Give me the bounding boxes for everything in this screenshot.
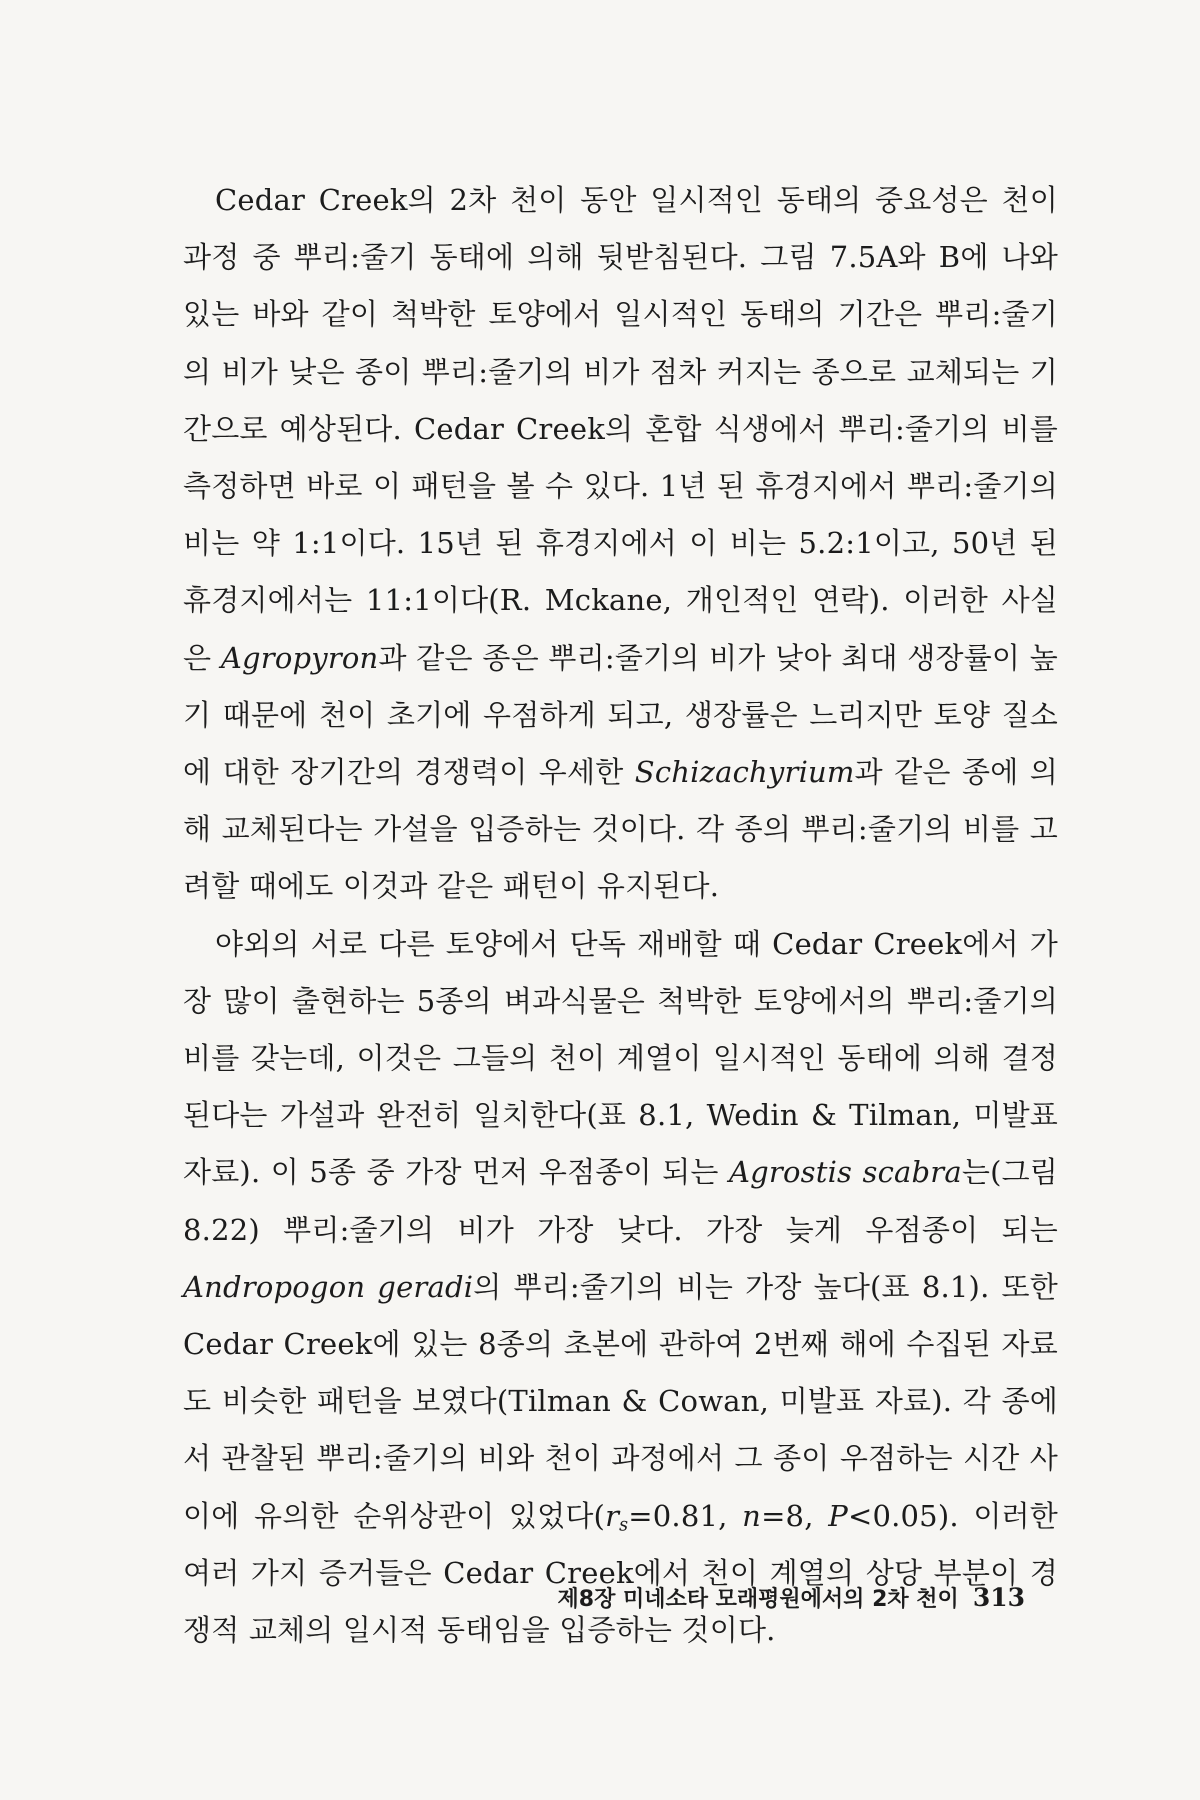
paragraph: [183, 172, 1058, 916]
text-run: =0.81,: [628, 1498, 743, 1533]
italic-text: Agrostis scabra: [729, 1155, 962, 1190]
text-run: 야외의 서로 다른 토양에서 단독 재배할 때 Cedar Creek에서 가장 많이 출현하는 5종의 벼과식물은 척박한 토양에서의 뿌리:줄기의 비를 갖는데, 이것은 그들의 천이 계열이 일시적인 동태에 의해 결정된다는 가설과 완전히 일치한다(표 8.1, Wedin & Tilman, 미발표 자료). 이 5종 중 가장 먼저 우점종이 되는: [183, 926, 1058, 1190]
italic-text: r: [605, 1498, 620, 1533]
paragraph: [183, 916, 1058, 1660]
italic-text: Schizachyrium: [634, 755, 855, 790]
page-number: 313: [972, 1583, 1025, 1612]
running-footer-chapter-title: 제8장 미네소타 모래평원에서의 2차 천이: [557, 1587, 959, 1612]
italic-text: n: [742, 1498, 762, 1533]
text-run: =8,: [761, 1498, 829, 1533]
text-run: 과 같은 종에 의해 교체된다는 가설을 입증하는 것이다. 각 종의 뿌리:줄기의 비를 고려할 때에도 이것과 같은 패턴이 유지된다.: [183, 755, 1058, 904]
text-run: <0.05). 이러한 여러 가지 증거들은 Cedar Creek에서 천이 계열의 상당 부분이 경쟁적 교체의 일시적 동태임을 입증하는 것이다.: [183, 1498, 1058, 1648]
subscript: [619, 1515, 628, 1535]
italic-text: Agropyron: [220, 640, 379, 675]
subscript-text: s: [619, 1515, 629, 1536]
italic-text: Andropogon geradi: [183, 1269, 474, 1304]
body-text: [183, 172, 1058, 1659]
italic-text: P: [828, 1498, 848, 1533]
text-run: 과 같은 종은 뿌리:줄기의 비가 낮아 최대 생장률이 높기 때문에 천이 초기에 우점하게 되고, 생장률은 느리지만 토양 질소에 대한 장기간의 경쟁력이 우세한: [183, 640, 1058, 790]
text-run: 는(그림 8.22) 뿌리:줄기의 비가 가장 낮다. 가장 늦게 우점종이 되는: [183, 1155, 1059, 1247]
page-footer: [558, 1582, 1025, 1616]
text-run: 의 뿌리:줄기의 비는 가장 높다(표 8.1). 또한 Cedar Creek에 있는 8종의 초본에 관하여 2번째 해에 수집된 자료도 비슷한 패턴을 보였다(Tilman & Cowan, 미발표 자료). 각 종에서 관찰된 뿌리:줄기의 비와 천이 과정에서 그 종이 우점하는 시간 사이에 유의한 순위상관이 있었다(: [183, 1269, 1058, 1533]
text-run: Cedar Creek의 2차 천이 동안 일시적인 동태의 중요성은 천이 과정 중 뿌리:줄기 동태에 의해 뒷받침된다. 그림 7.5A와 B에 나와 있는 바와 같이 척박한 토양에서 일시적인 동태의 기간은 뿌리:줄기의 비가 낮은 종이 뿌리:줄기의 비가 점차 커지는 종으로 교체되는 기간으로 예상된다. Cedar Creek의 혼합 식생에서 뿌리:줄기의 비를 측정하면 바로 이 패턴을 볼 수 있다. 1년 된 휴경지에서 뿌리:줄기의 비는 약 1:1이다. 15년 된 휴경지에서 이 비는 5.2:1이고, 50년 된 휴경지에서는 11:1이다(R. Mckane, 개인적인 연락). 이러한 사실은: [183, 183, 1058, 675]
